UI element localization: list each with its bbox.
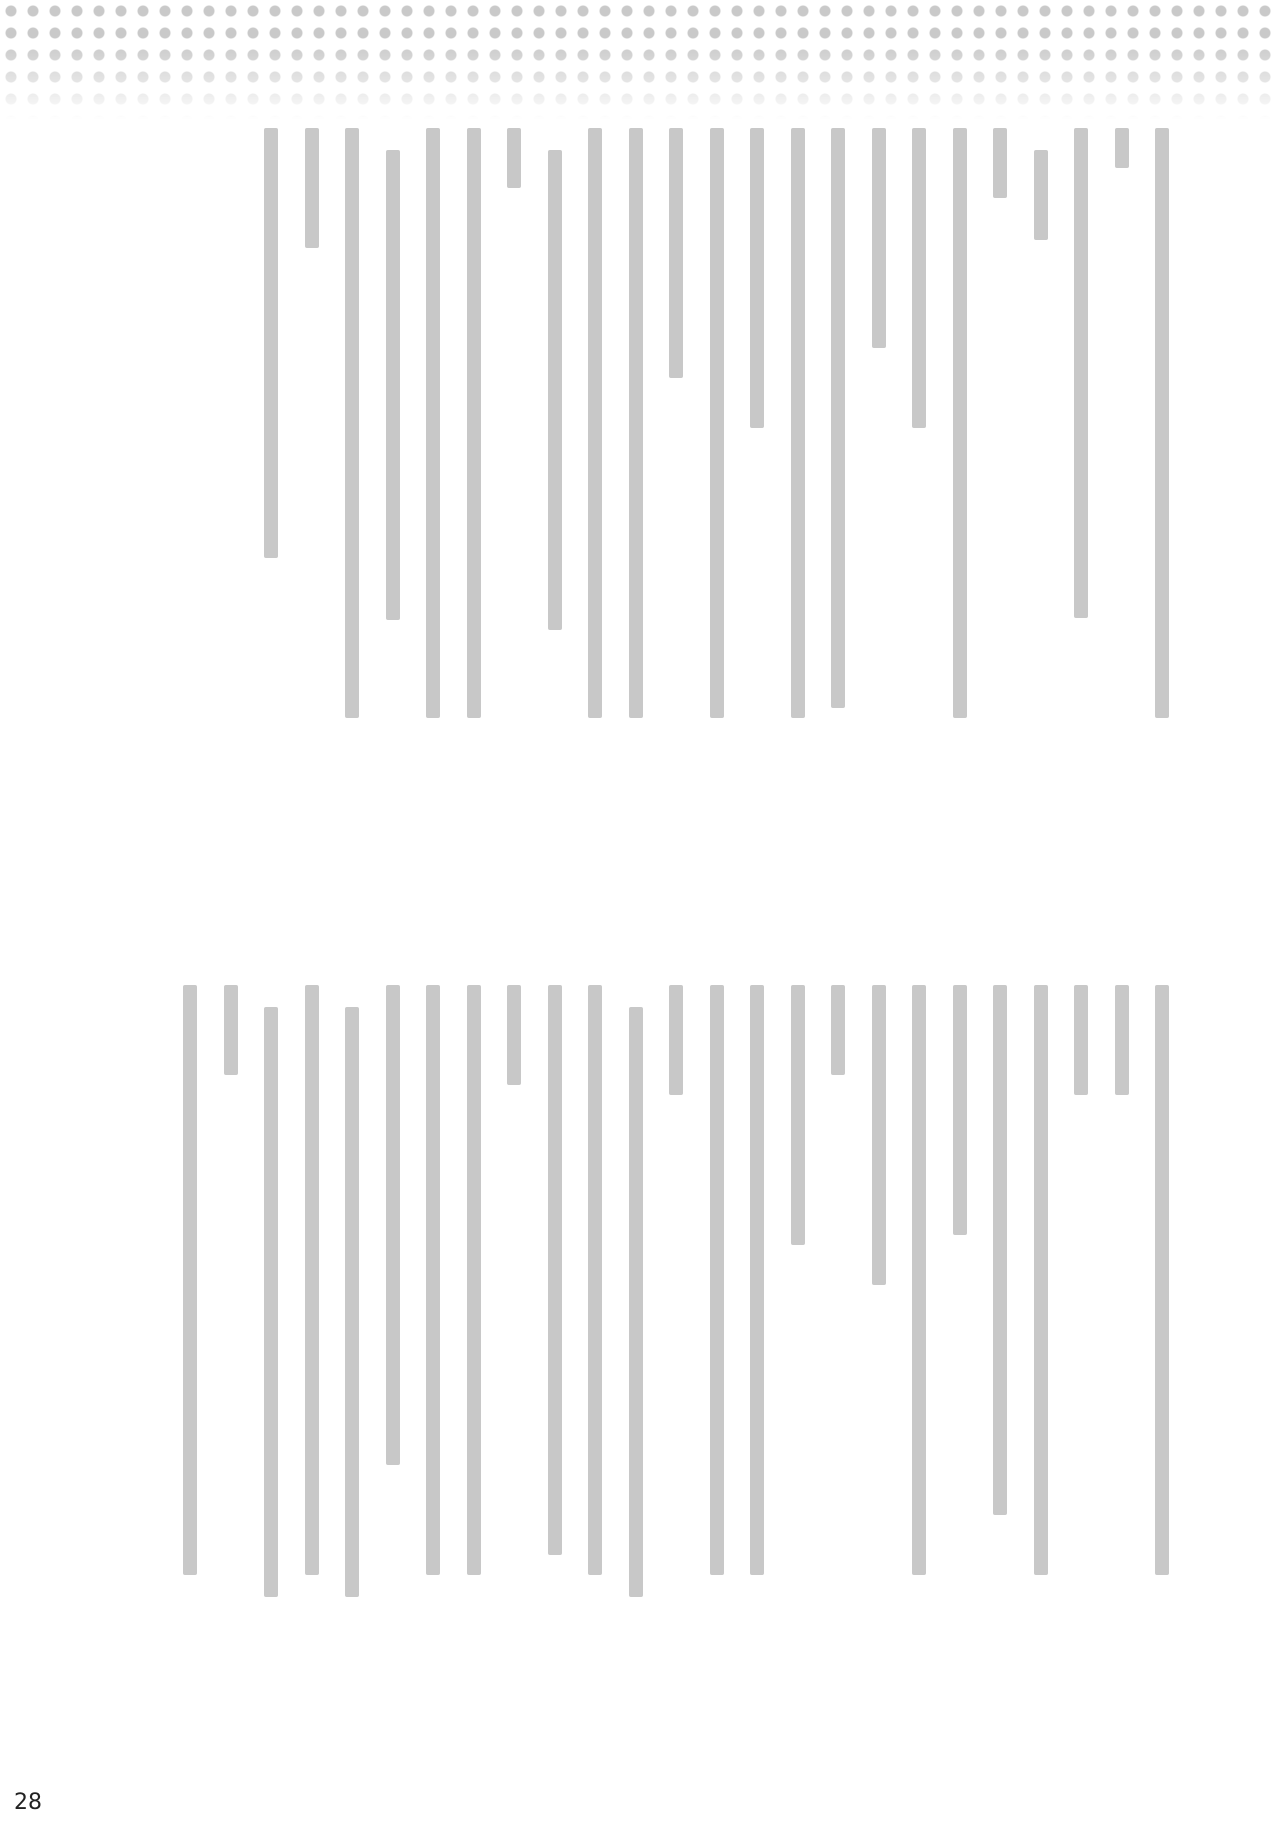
redacted-text-line <box>629 1007 643 1597</box>
redacted-text-line <box>264 128 278 558</box>
redacted-text-line <box>507 985 521 1085</box>
redacted-text-line <box>912 985 926 1575</box>
redacted-text-line <box>831 128 845 708</box>
redacted-text-line <box>750 985 764 1575</box>
halftone-header-decoration <box>0 0 1280 120</box>
redacted-text-line <box>345 128 359 718</box>
redacted-text-line <box>1034 985 1048 1575</box>
redacted-text-line <box>426 128 440 718</box>
redacted-text-line <box>791 985 805 1245</box>
redacted-text-line <box>1034 150 1048 240</box>
redacted-text-line <box>1115 985 1129 1095</box>
redacted-text-line <box>1155 985 1169 1575</box>
redacted-text-line <box>953 128 967 718</box>
redacted-text-line <box>426 985 440 1575</box>
redacted-text-line <box>831 985 845 1075</box>
redacted-text-line <box>588 985 602 1575</box>
redacted-text-line <box>993 128 1007 198</box>
redacted-text-line <box>872 985 886 1285</box>
redacted-text-line <box>669 985 683 1095</box>
redacted-text-line <box>1115 128 1129 168</box>
redacted-text-line <box>467 128 481 718</box>
redacted-text-line <box>953 985 967 1235</box>
redacted-text-line <box>548 150 562 630</box>
redacted-text-line <box>305 128 319 248</box>
redacted-text-line <box>669 128 683 378</box>
redacted-text-line <box>872 128 886 348</box>
redacted-text-line <box>467 985 481 1575</box>
redacted-text-line <box>791 128 805 718</box>
page-number: 28 <box>14 1790 42 1815</box>
redacted-text-line <box>264 1007 278 1597</box>
redacted-text-line <box>224 985 238 1075</box>
redacted-text-line <box>588 128 602 718</box>
redacted-text-line <box>1074 985 1088 1095</box>
redacted-text-line <box>629 128 643 718</box>
redacted-text-line <box>750 128 764 428</box>
redacted-text-line <box>1074 128 1088 618</box>
redacted-text-line <box>1155 128 1169 718</box>
redacted-text-line <box>386 985 400 1465</box>
redacted-text-line <box>912 128 926 428</box>
redacted-text-line <box>305 985 319 1575</box>
redacted-text-line <box>386 150 400 620</box>
redacted-text-line <box>183 985 197 1575</box>
redacted-text-line <box>710 985 724 1575</box>
redacted-text-line <box>507 128 521 188</box>
redacted-text-line <box>710 128 724 718</box>
redacted-text-line <box>345 1007 359 1597</box>
redacted-text-line <box>548 985 562 1555</box>
redacted-text-line <box>993 985 1007 1515</box>
